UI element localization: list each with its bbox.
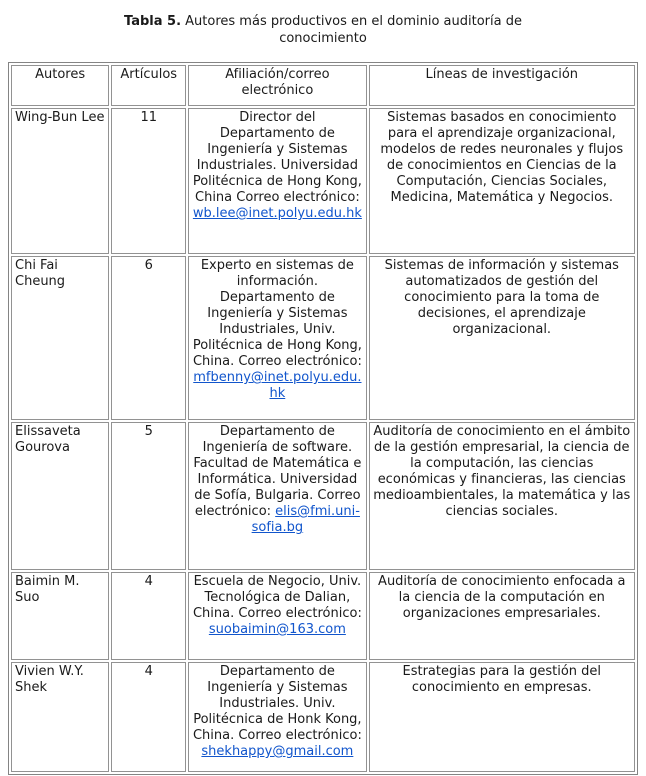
affiliation-text: Experto en sistemas de información. Departamento de Ingeniería y Sistemas Industriales, Univ. Politécnica de Hong Kong, China. Correo electrónico: xyxy=(192,258,362,369)
affiliation-cell xyxy=(188,572,366,660)
column-header-articulos: Artículos xyxy=(111,65,186,106)
column-header-lineas: Líneas de investigación xyxy=(369,65,635,106)
table-row xyxy=(11,422,635,570)
research-lines-cell: Sistemas basados en conocimiento para el aprendizaje organizacional, modelos de redes neuronales y flujos de conocimientos en Ciencias de la Computación, Ciencias Sociales, Medicina, Matemática y Negocios. xyxy=(369,108,635,254)
affiliation-text: Director del Departamento de Ingeniería y Sistemas Industriales. Universidad Politécnica de Hong Kong, China Correo electrónico: xyxy=(192,110,362,205)
articles-cell: 11 xyxy=(111,108,186,254)
articles-cell: 4 xyxy=(111,662,186,772)
author-cell: Vivien W.Y. Shek xyxy=(11,662,109,772)
table-caption-text: Autores más productivos en el dominio auditoría de conocimiento xyxy=(181,14,522,46)
research-lines-cell: Auditoría de conocimiento en el ámbito de la gestión empresarial, la ciencia de la computación, las ciencias económicas y financieras, las ciencias medioambientales, la matemática y las ciencias sociales. xyxy=(369,422,635,570)
email-link[interactable]: elis@fmi.uni-sofia.bg xyxy=(251,504,360,535)
affiliation-cell xyxy=(188,422,366,570)
affiliation-cell xyxy=(188,256,366,420)
header-row xyxy=(11,65,635,106)
articles-cell: 6 xyxy=(111,256,186,420)
table-caption-label: Tabla 5. xyxy=(124,14,182,29)
column-header-autores: Autores xyxy=(11,65,109,106)
articles-cell: 4 xyxy=(111,572,186,660)
table-row xyxy=(11,108,635,254)
affiliation-cell xyxy=(188,662,366,772)
column-header-afiliacion: Afiliación/correo electrónico xyxy=(188,65,366,106)
author-cell: Elissaveta Gourova xyxy=(11,422,109,570)
table-caption xyxy=(103,13,543,47)
table-row xyxy=(11,256,635,420)
email-link[interactable]: wb.lee@inet.polyu.edu.hk xyxy=(192,206,362,221)
research-lines-cell: Sistemas de información y sistemas automatizados de gestión del conocimiento para la toma de decisiones, el aprendizaje organizacional. xyxy=(369,256,635,420)
author-cell: Wing-Bun Lee xyxy=(11,108,109,254)
research-lines-cell: Estrategias para la gestión del conocimiento en empresas. xyxy=(369,662,635,772)
affiliation-text: Departamento de Ingeniería y Sistemas Industriales. Univ. Politécnica de Honk Kong, China. Correo electrónico: xyxy=(192,664,362,743)
email-link[interactable]: mfbenny@inet.polyu.edu.hk xyxy=(193,370,362,401)
author-cell: Baimin M. Suo xyxy=(11,572,109,660)
affiliation-text: Escuela de Negocio, Univ. Tecnológica de Dalian, China. Correo electrónico: xyxy=(192,574,362,621)
affiliation-text: Departamento de Ingeniería de software. Facultad de Matemática e Informática. Universidad de Sofía, Bulgaria. Correo electrónico: xyxy=(193,424,362,519)
authors-table xyxy=(8,62,638,775)
affiliation-cell xyxy=(188,108,366,254)
email-link[interactable]: suobaimin@163.com xyxy=(208,622,346,637)
research-lines-cell: Auditoría de conocimiento enfocada a la ciencia de la computación en organizaciones empresariales. xyxy=(369,572,635,660)
author-cell: Chi Fai Cheung xyxy=(11,256,109,420)
articles-cell: 5 xyxy=(111,422,186,570)
table-row xyxy=(11,662,635,772)
table-row xyxy=(11,572,635,660)
email-link[interactable]: shekhappy@gmail.com xyxy=(201,744,354,759)
